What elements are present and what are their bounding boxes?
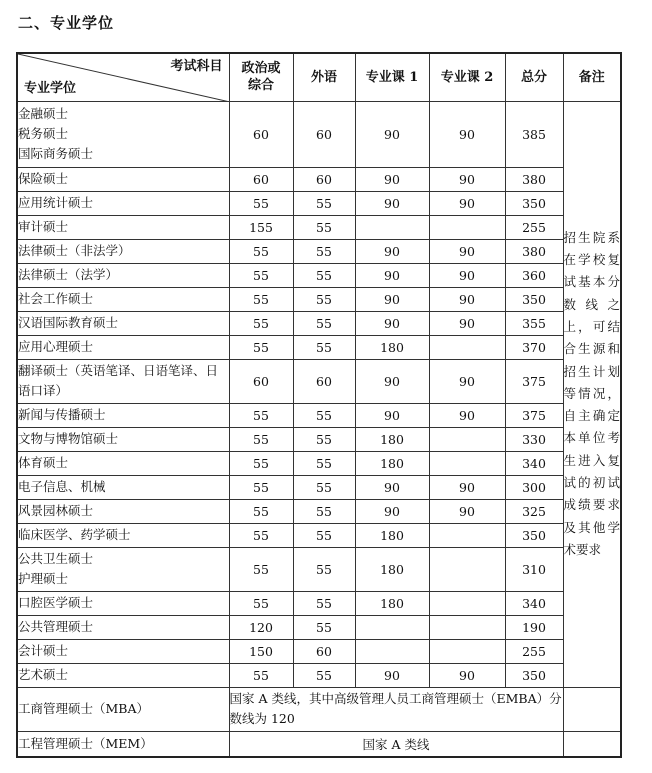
table-row — [17, 263, 621, 287]
politics-score: 60 — [229, 359, 293, 403]
degree-name: 临床医学、药学硕士 — [17, 523, 229, 547]
course1-score: 180 — [355, 523, 429, 547]
table-row — [17, 101, 621, 167]
course2-score — [429, 215, 505, 239]
course2-score: 90 — [429, 359, 505, 403]
total-score: 300 — [505, 475, 563, 499]
course1-score: 90 — [355, 359, 429, 403]
table-row-mem — [17, 731, 621, 757]
degree-name: 公共卫生硕士 护理硕士 — [17, 547, 229, 591]
table-row — [17, 615, 621, 639]
politics-score: 55 — [229, 311, 293, 335]
language-score: 55 — [293, 335, 355, 359]
course2-score: 90 — [429, 403, 505, 427]
politics-score: 55 — [229, 451, 293, 475]
course2-score — [429, 335, 505, 359]
politics-score: 55 — [229, 239, 293, 263]
table-row — [17, 287, 621, 311]
total-score: 325 — [505, 499, 563, 523]
section-heading: 二、专业学位 — [18, 14, 115, 32]
politics-score: 55 — [229, 523, 293, 547]
degree-name: 艺术硕士 — [17, 663, 229, 687]
politics-score: 55 — [229, 547, 293, 591]
total-score: 355 — [505, 311, 563, 335]
course1-score: 180 — [355, 427, 429, 451]
note-cell: 招生院系在学校复试基本分数线之上，可结合生源和招生计划等情况，自主确定本单位考生进入复试的初试成绩要求及其他学术要求 — [563, 101, 621, 687]
total-score: 255 — [505, 639, 563, 663]
language-score: 55 — [293, 403, 355, 427]
course2-score — [429, 523, 505, 547]
table-row — [17, 403, 621, 427]
course1-score: 90 — [355, 167, 429, 191]
language-score: 55 — [293, 215, 355, 239]
degree-name: 法律硕士（法学） — [17, 263, 229, 287]
politics-score: 55 — [229, 287, 293, 311]
course1-score: 90 — [355, 403, 429, 427]
total-score: 370 — [505, 335, 563, 359]
corner-label-subjects: 考试科目 — [170, 59, 223, 74]
total-score: 385 — [505, 101, 563, 167]
politics-score: 55 — [229, 335, 293, 359]
course1-score: 90 — [355, 499, 429, 523]
course1-score — [355, 639, 429, 663]
course2-score: 90 — [429, 311, 505, 335]
language-score: 55 — [293, 451, 355, 475]
table-row — [17, 475, 621, 499]
course2-score — [429, 639, 505, 663]
degree-name: 体育硕士 — [17, 451, 229, 475]
course2-score — [429, 427, 505, 451]
course2-score: 90 — [429, 191, 505, 215]
language-score: 55 — [293, 191, 355, 215]
header-language: 外语 — [293, 53, 355, 101]
course2-score — [429, 591, 505, 615]
total-score: 380 — [505, 167, 563, 191]
politics-score: 55 — [229, 663, 293, 687]
language-score: 55 — [293, 263, 355, 287]
course2-score: 90 — [429, 167, 505, 191]
course2-score: 90 — [429, 239, 505, 263]
table-row — [17, 191, 621, 215]
table-row — [17, 239, 621, 263]
mba-score-text: 国家 A 类线，其中高级管理人员工商管理硕士（EMBA）分数线为 120 — [229, 687, 563, 731]
total-score: 340 — [505, 451, 563, 475]
course1-score: 90 — [355, 191, 429, 215]
header-note: 备注 — [563, 53, 621, 101]
language-score: 60 — [293, 167, 355, 191]
language-score: 55 — [293, 475, 355, 499]
degree-name: 工程管理硕士（MEM） — [17, 731, 229, 757]
total-score: 350 — [505, 663, 563, 687]
politics-score: 55 — [229, 191, 293, 215]
politics-score: 60 — [229, 167, 293, 191]
language-score: 55 — [293, 239, 355, 263]
course1-score: 180 — [355, 591, 429, 615]
politics-score: 55 — [229, 403, 293, 427]
table-row — [17, 639, 621, 663]
course1-score: 90 — [355, 663, 429, 687]
degree-name: 社会工作硕士 — [17, 287, 229, 311]
degree-name: 保险硕士 — [17, 167, 229, 191]
total-score: 375 — [505, 403, 563, 427]
politics-score: 55 — [229, 475, 293, 499]
total-score: 375 — [505, 359, 563, 403]
table-row — [17, 547, 621, 591]
language-score: 55 — [293, 499, 355, 523]
total-score: 360 — [505, 263, 563, 287]
degree-name: 翻译硕士（英语笔译、日语笔译、日语口译） — [17, 359, 229, 403]
mem-score-text: 国家 A 类线 — [229, 731, 563, 757]
table-row — [17, 335, 621, 359]
total-score: 330 — [505, 427, 563, 451]
language-score: 55 — [293, 287, 355, 311]
language-score: 55 — [293, 615, 355, 639]
total-score: 255 — [505, 215, 563, 239]
politics-score: 150 — [229, 639, 293, 663]
politics-score: 55 — [229, 263, 293, 287]
table-row — [17, 663, 621, 687]
course1-score — [355, 615, 429, 639]
course2-score: 90 — [429, 263, 505, 287]
course2-score — [429, 451, 505, 475]
header-course1: 专业课 1 — [355, 53, 429, 101]
politics-score: 155 — [229, 215, 293, 239]
header-politics: 政治或综合 — [229, 53, 293, 101]
degree-name: 金融硕士 税务硕士 国际商务硕士 — [17, 101, 229, 167]
total-score: 190 — [505, 615, 563, 639]
mem-note-empty — [563, 731, 621, 757]
course1-score: 180 — [355, 451, 429, 475]
table-row-mba — [17, 687, 621, 731]
degree-name: 风景园林硕士 — [17, 499, 229, 523]
degree-name: 法律硕士（非法学） — [17, 239, 229, 263]
degree-name: 工商管理硕士（MBA） — [17, 687, 229, 731]
degree-name: 审计硕士 — [17, 215, 229, 239]
degree-name: 口腔医学硕士 — [17, 591, 229, 615]
course2-score — [429, 615, 505, 639]
course1-score: 90 — [355, 263, 429, 287]
language-score: 55 — [293, 311, 355, 335]
total-score: 350 — [505, 191, 563, 215]
total-score: 380 — [505, 239, 563, 263]
course1-score: 180 — [355, 335, 429, 359]
table-row — [17, 591, 621, 615]
degree-name: 会计硕士 — [17, 639, 229, 663]
course1-score: 90 — [355, 239, 429, 263]
table-row — [17, 311, 621, 335]
course2-score — [429, 547, 505, 591]
table-row — [17, 499, 621, 523]
degree-name: 公共管理硕士 — [17, 615, 229, 639]
table-row — [17, 427, 621, 451]
table-row — [17, 451, 621, 475]
header-row — [17, 53, 621, 101]
politics-score: 55 — [229, 591, 293, 615]
language-score: 55 — [293, 663, 355, 687]
total-score: 350 — [505, 523, 563, 547]
politics-score: 60 — [229, 101, 293, 167]
course1-score: 90 — [355, 287, 429, 311]
course2-score: 90 — [429, 101, 505, 167]
course1-score: 90 — [355, 101, 429, 167]
politics-score: 120 — [229, 615, 293, 639]
language-score: 60 — [293, 101, 355, 167]
course2-score: 90 — [429, 475, 505, 499]
corner-cell — [17, 53, 229, 101]
total-score: 350 — [505, 287, 563, 311]
degree-name: 电子信息、机械 — [17, 475, 229, 499]
score-table — [16, 52, 622, 758]
corner-label-degree: 专业学位 — [24, 80, 77, 96]
mba-note-empty — [563, 687, 621, 731]
course1-score: 90 — [355, 311, 429, 335]
language-score: 55 — [293, 591, 355, 615]
course2-score: 90 — [429, 287, 505, 311]
course1-score — [355, 215, 429, 239]
course2-score: 90 — [429, 663, 505, 687]
language-score: 55 — [293, 547, 355, 591]
table-row — [17, 215, 621, 239]
table-row — [17, 359, 621, 403]
degree-name: 文物与博物馆硕士 — [17, 427, 229, 451]
total-score: 310 — [505, 547, 563, 591]
degree-name: 汉语国际教育硕士 — [17, 311, 229, 335]
degree-name: 应用心理硕士 — [17, 335, 229, 359]
politics-score: 55 — [229, 427, 293, 451]
header-total: 总分 — [505, 53, 563, 101]
course1-score: 90 — [355, 475, 429, 499]
language-score: 60 — [293, 639, 355, 663]
politics-score: 55 — [229, 499, 293, 523]
degree-name: 新闻与传播硕士 — [17, 403, 229, 427]
total-score: 340 — [505, 591, 563, 615]
table-row — [17, 167, 621, 191]
course1-score: 180 — [355, 547, 429, 591]
course2-score: 90 — [429, 499, 505, 523]
language-score: 60 — [293, 359, 355, 403]
table-row — [17, 523, 621, 547]
language-score: 55 — [293, 427, 355, 451]
header-course2: 专业课 2 — [429, 53, 505, 101]
degree-name: 应用统计硕士 — [17, 191, 229, 215]
language-score: 55 — [293, 523, 355, 547]
